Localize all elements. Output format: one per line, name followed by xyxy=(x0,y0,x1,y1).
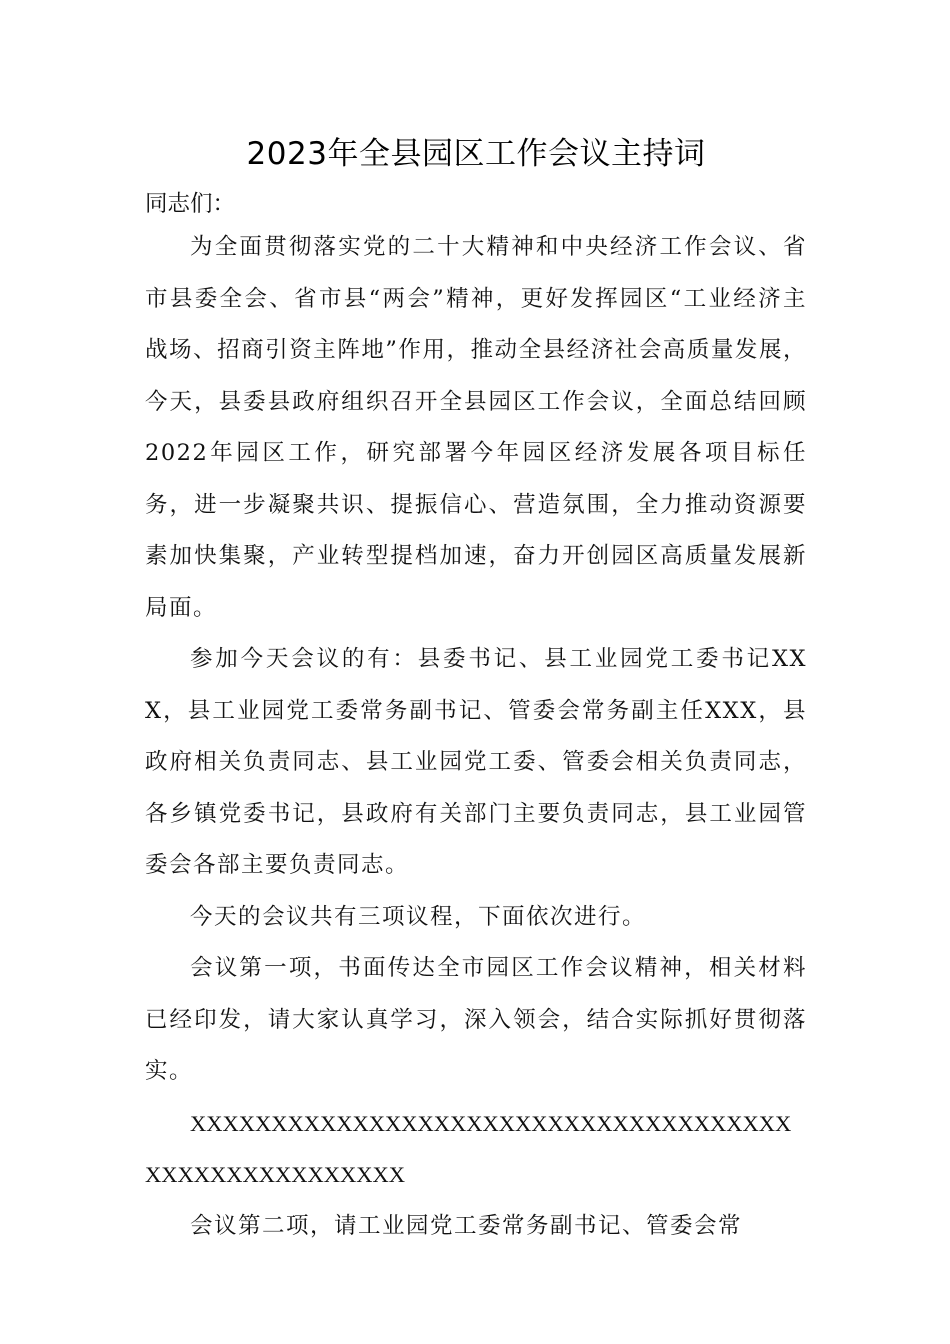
paragraph-agenda: 今天的会议共有三项议程，下面依次进行。 xyxy=(190,903,647,930)
paragraph-item-one: 会议第一项，书面传达全市园区工作会议精神，相关材料已经印发，请大家认真学习，深入领会，结合实际抓好贯彻落实。 xyxy=(145,955,807,1084)
paragraph-opening: 为全面贯彻落实党的二十大精神和中央经济工作会议、省市县委全会、省市县“两会”精神，更好发挥园区“工业经济主战场、招商引资主阵地”作用，推动全县经济社会高质量发展，今天，县委县政府组织召开全县园区工作会议，全面总结回顾2022年园区工作，研究部署今年园区经济发展各项目标任务，进一步凝聚共识、提振信心、营造氛围，全力推动资源要素加快集聚，产业转型提档加速，奋力开创园区高质量发展新局面。 xyxy=(145,234,807,621)
document-page xyxy=(145,128,807,1252)
paragraph-item-two: 会议第二项，请工业园党工委常务副书记、管委会常 xyxy=(190,1212,743,1239)
paragraph-attendees: 参加今天会议的有：县委书记、县工业园党工委书记XXX，县工业园党工委常务副书记、管委会常务副主任XXX，县政府相关负责同志、县工业园党工委、管委会相关负责同志，各乡镇党委书记，县政府有关部门主要负责同志，县工业园管委会各部主要负责同志。 xyxy=(145,646,807,878)
placeholder-line: XXXXXXXXXXXXXXXXXXXXXXXXXXXXXXXXXXXXXXXXXXXXXXXXXXXXX xyxy=(145,1110,792,1187)
document-title: 2023年全县园区工作会议主持词 xyxy=(246,136,706,172)
salutation: 同志们： xyxy=(145,191,236,217)
